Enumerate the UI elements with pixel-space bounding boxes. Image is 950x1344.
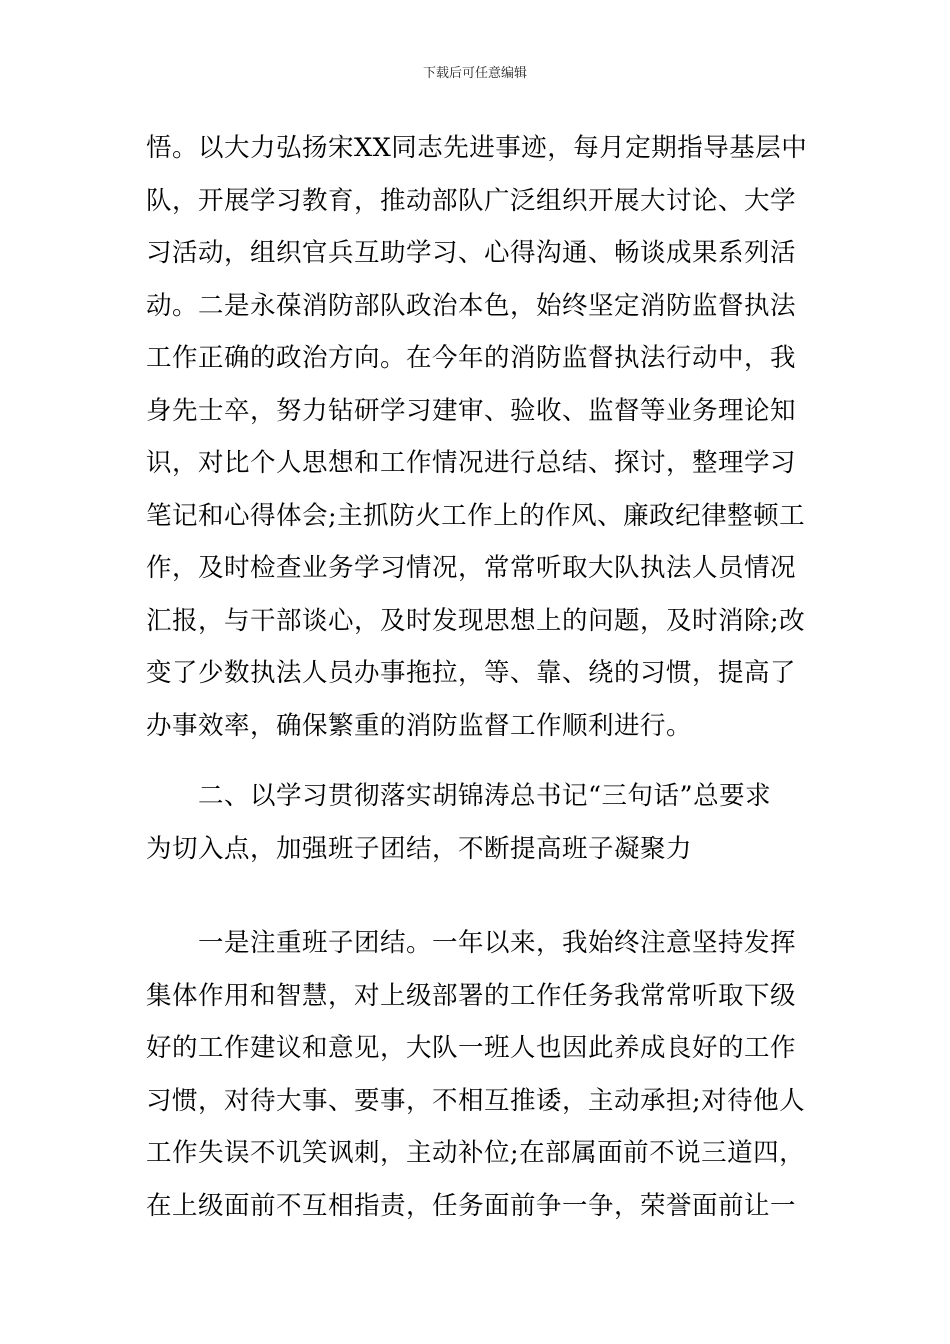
text-line: 身先士卒，努力钻研学习建审、验收、监督等业务理论知	[146, 395, 797, 426]
text-line: 一是注重班子团结。一年以来，我始终注意坚持发挥	[198, 928, 797, 958]
text-line: 工作失误不讥笑讽刺，主动补位;在部属面前不说三道四，	[146, 1138, 806, 1168]
text-line: 变了少数执法人员办事拖拉，等、靠、绕的习惯，提高了	[146, 658, 797, 688]
text-line: 好的工作建议和意见，大队一班人也因此养成良好的工作	[146, 1033, 797, 1063]
text-line: 作，及时检查业务学习情况，常常听取大队执法人员情况	[146, 553, 797, 583]
text-line: 汇报，与干部谈心，及时发现思想上的问题，及时消除;改	[146, 605, 806, 636]
paragraph-team-unity	[146, 917, 808, 1232]
text-line: 在上级面前不互相指责，任务面前争一争，荣誉面前让一	[146, 1190, 797, 1221]
section-heading	[146, 770, 808, 875]
heading-line: 二、以学习贯彻落实胡锦涛总书记“三句话”总要求	[198, 781, 772, 811]
text-line: 习惯，对待大事、要事，不相互推诿，主动承担;对待他人	[146, 1085, 806, 1116]
text-line: 集体作用和智慧，对上级部署的工作任务我常常听取下级	[146, 980, 797, 1011]
paragraph-continuation	[146, 122, 808, 752]
text-line: 识，对比个人思想和工作情况进行总结、探讨，整理学习	[146, 448, 797, 478]
text-line: 动。二是永葆消防部队政治本色，始终坚定消防监督执法	[146, 290, 797, 321]
text-line: 办事效率，确保繁重的消防监督工作顺利进行。	[146, 710, 693, 741]
text-line: 笔记和心得体会;主抓防火工作上的作风、廉政纪律整顿工	[146, 500, 806, 531]
text-line: 习活动，组织官兵互助学习、心得沟通、畅谈成果系列活	[146, 238, 797, 268]
heading-line: 为切入点，加强班子团结，不断提高班子凝聚力	[146, 833, 693, 864]
text-line: 悟。以大力弘扬宋XX同志先进事迹，每月定期指导基层中	[146, 133, 808, 163]
text-line: 队，开展学习教育，推动部队广泛组织开展大讨论、大学	[146, 185, 797, 216]
page-header: 下载后可任意编辑	[422, 66, 527, 81]
text-line: 工作正确的政治方向。在今年的消防监督执法行动中，我	[146, 343, 797, 373]
